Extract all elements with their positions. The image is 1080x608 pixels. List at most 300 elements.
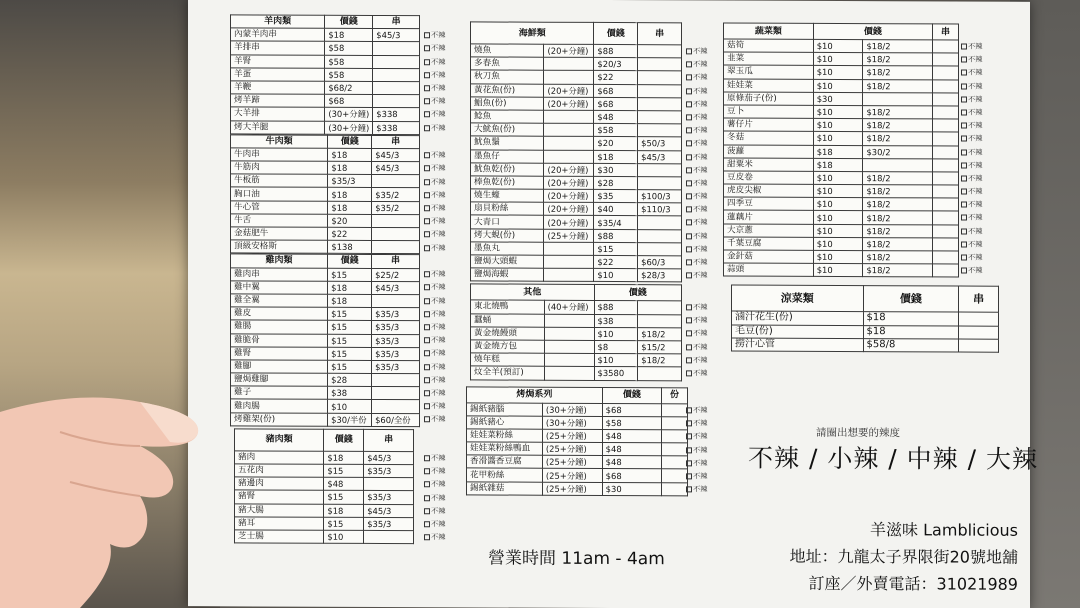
item-price: $10 xyxy=(594,354,638,367)
item-name: 菇筍 xyxy=(724,39,814,53)
menu-row xyxy=(724,224,959,238)
checkbox-square-icon xyxy=(686,74,692,80)
item-price: $30 xyxy=(813,92,863,105)
item-skewer-price: $60/3 xyxy=(638,256,682,269)
no-spicy-label: 不辣 xyxy=(431,70,446,80)
no-spicy-label: 不辣 xyxy=(431,269,446,279)
no-spicy-checkbox[interactable] xyxy=(686,97,707,110)
menu-row xyxy=(467,482,688,496)
checkbox-square-icon xyxy=(686,180,692,186)
no-spicy-checkbox[interactable] xyxy=(686,255,707,268)
item-name: 錫紙豬腦 xyxy=(467,402,543,416)
item-skewer-price xyxy=(372,400,420,413)
no-spicy-checkbox[interactable] xyxy=(686,482,707,495)
no-spicy-checkbox[interactable] xyxy=(961,119,982,132)
menu-row xyxy=(471,136,682,150)
checkbox-square-icon xyxy=(961,84,967,90)
menu-row xyxy=(231,200,420,214)
item-skewer-price xyxy=(372,227,420,240)
no-spicy-checkbox[interactable] xyxy=(424,504,445,517)
no-spicy-checkbox[interactable] xyxy=(686,353,707,366)
item-price: $10 xyxy=(813,171,863,184)
checkbox-square-icon xyxy=(686,304,692,310)
no-spicy-checkbox[interactable] xyxy=(424,188,445,201)
no-spicy-checkbox[interactable] xyxy=(686,163,707,176)
menu-row xyxy=(724,65,959,79)
no-spicy-checkbox[interactable] xyxy=(424,81,445,94)
item-cook-time xyxy=(544,150,594,163)
no-spicy-checkbox[interactable] xyxy=(424,360,445,373)
item-price: $10 xyxy=(813,211,863,224)
menu-row xyxy=(471,189,682,203)
no-spicy-checkbox[interactable] xyxy=(686,443,707,456)
menu-row xyxy=(471,110,682,124)
menu-row xyxy=(471,300,682,314)
checkbox-square-icon xyxy=(961,123,967,129)
item-cook-time: (25+分鐘) xyxy=(542,429,602,442)
menu-row xyxy=(724,79,959,93)
checkbox-square-icon xyxy=(424,377,430,383)
no-spicy-checkbox[interactable] xyxy=(424,530,445,543)
no-spicy-checkbox[interactable] xyxy=(424,41,445,54)
menu-row xyxy=(235,464,414,478)
item-price: $18 xyxy=(324,451,364,464)
item-name: 滷汁花生(份) xyxy=(732,311,864,325)
no-spicy-checkbox[interactable] xyxy=(686,242,707,255)
item-cook-time xyxy=(544,57,594,70)
no-spicy-checkbox[interactable] xyxy=(686,150,707,163)
no-spicy-checkbox[interactable] xyxy=(961,159,982,172)
item-skewer-blank xyxy=(933,211,959,224)
item-price: $22 xyxy=(594,255,638,268)
item-name: 雞皮 xyxy=(231,307,328,321)
item-name: 雞腎 xyxy=(231,347,328,361)
item-price: $20/3 xyxy=(594,58,638,71)
no-spicy-label: 不辣 xyxy=(693,46,708,56)
no-spicy-label: 不辣 xyxy=(431,506,446,516)
checkbox-square-icon xyxy=(961,229,967,235)
no-spicy-checkbox[interactable] xyxy=(686,215,707,228)
item-skewer-blank xyxy=(933,53,959,66)
item-portion xyxy=(662,430,688,443)
beef-skewer-head: 串 xyxy=(372,135,420,148)
item-skewer-blank xyxy=(933,225,959,238)
no-spicy-label: 不辣 xyxy=(431,348,446,358)
no-spicy-checkbox[interactable] xyxy=(961,66,982,79)
holding-hand xyxy=(0,372,205,608)
menu-row xyxy=(231,187,420,201)
no-spicy-checkbox[interactable] xyxy=(424,491,445,504)
item-skewer-price xyxy=(364,478,414,491)
no-spicy-checkbox[interactable] xyxy=(424,320,445,333)
item-name: 黃花魚(份) xyxy=(471,83,544,97)
menu-row xyxy=(724,92,959,106)
item-name: 墨魚仔 xyxy=(471,149,544,163)
no-spicy-checkbox[interactable] xyxy=(961,211,982,224)
menu-row xyxy=(231,41,420,55)
no-spicy-checkbox[interactable] xyxy=(961,198,982,211)
item-price: $68 xyxy=(602,403,661,416)
no-spicy-checkbox[interactable] xyxy=(686,136,707,149)
no-spicy-label: 不辣 xyxy=(968,120,983,130)
cold-dish-skewer-head: 串 xyxy=(959,286,999,312)
no-spicy-checkbox[interactable] xyxy=(424,333,445,346)
checkbox-square-icon xyxy=(424,231,430,237)
no-spicy-checkbox[interactable] xyxy=(961,80,982,93)
item-skewer-price xyxy=(638,45,682,58)
item-skewer-price xyxy=(638,314,682,327)
item-name: 錫紙豬心 xyxy=(467,416,543,430)
seafood-title: 海鮮類 xyxy=(471,22,594,45)
item-name: 雞中翼 xyxy=(231,281,328,295)
menu-row xyxy=(235,490,414,504)
no-spicy-label: 不辣 xyxy=(431,388,446,398)
others-title: 其他 xyxy=(471,284,595,301)
item-skewer-price: $35/3 xyxy=(364,517,414,530)
item-price: $48 xyxy=(594,110,638,123)
checkbox-square-icon xyxy=(686,48,692,54)
no-spicy-label: 不辣 xyxy=(968,81,983,91)
no-spicy-checkbox[interactable] xyxy=(424,161,445,174)
no-spicy-checkbox[interactable] xyxy=(424,412,445,425)
item-name: 五花肉 xyxy=(235,464,324,478)
pork-price-head: 價錢 xyxy=(324,429,364,451)
item-skewer-blank xyxy=(933,159,959,172)
checkbox-square-icon xyxy=(424,337,430,343)
item-skewer-price: $18/2 xyxy=(863,251,933,264)
item-price: (30+分鐘) xyxy=(325,108,373,121)
menu-row xyxy=(467,429,688,443)
menu-row xyxy=(471,202,682,216)
cold-dish-header-row xyxy=(732,285,999,312)
item-name: 鹽焗大頭蝦 xyxy=(471,255,544,269)
no-spicy-checkbox[interactable] xyxy=(686,268,707,281)
no-spicy-label: 不辣 xyxy=(693,368,708,378)
checkbox-square-icon xyxy=(424,72,430,78)
item-skewer-price: $28/3 xyxy=(638,269,682,282)
no-spicy-checkbox[interactable] xyxy=(686,456,707,469)
shop-info xyxy=(768,516,1018,598)
item-name: 扇貝粉絲 xyxy=(471,202,544,216)
no-spicy-checkbox[interactable] xyxy=(686,70,707,83)
item-price: $10 xyxy=(594,269,638,282)
no-spicy-checkbox[interactable] xyxy=(961,238,982,251)
item-name: 棒魚乾(份) xyxy=(471,176,544,190)
no-spicy-checkbox[interactable] xyxy=(424,517,445,530)
no-spicy-checkbox[interactable] xyxy=(424,28,445,41)
item-skewer-price: $338 xyxy=(373,108,420,121)
no-spicy-checkbox[interactable] xyxy=(424,477,445,490)
no-spicy-label: 不辣 xyxy=(968,133,983,143)
checkbox-square-icon xyxy=(686,206,692,212)
no-spicy-checkbox[interactable] xyxy=(424,55,445,68)
no-spicy-checkbox[interactable] xyxy=(424,280,445,293)
no-spicy-checkbox[interactable] xyxy=(686,189,707,202)
no-spicy-checkbox[interactable] xyxy=(686,340,707,353)
no-spicy-label: 不辣 xyxy=(693,244,708,254)
no-spicy-label: 不辣 xyxy=(693,355,708,365)
item-skewer-blank xyxy=(933,119,959,132)
no-spicy-checkbox[interactable] xyxy=(961,146,982,159)
item-price: $15 xyxy=(328,268,372,281)
checkbox-square-icon xyxy=(686,370,692,376)
item-name: 大羊排 xyxy=(231,107,325,121)
menu-row xyxy=(231,28,420,42)
item-skewer-price: $60/全份 xyxy=(372,413,420,426)
no-spicy-checkbox[interactable] xyxy=(961,225,982,238)
item-skewer-price: $18/2 xyxy=(638,354,682,367)
item-skewer-price xyxy=(638,216,682,229)
item-skewer-blank xyxy=(933,132,959,145)
seafood-header-row xyxy=(471,22,682,45)
item-skewer-price: $18/2 xyxy=(863,106,933,119)
no-spicy-checkbox[interactable] xyxy=(686,469,707,482)
item-skewer-price: $50/3 xyxy=(638,137,682,150)
item-price: $10 xyxy=(324,530,364,543)
item-skewer-price: $18/2 xyxy=(863,79,933,92)
item-name: 娃娃菜粉絲 xyxy=(467,429,543,443)
item-name: 雞腳 xyxy=(231,360,328,374)
no-spicy-checkbox[interactable] xyxy=(424,464,445,477)
item-portion xyxy=(662,456,688,469)
lamb-title: 羊肉類 xyxy=(231,15,325,29)
item-price: $28 xyxy=(328,373,372,386)
menu-row xyxy=(231,68,420,82)
checkbox-square-icon xyxy=(424,455,430,461)
no-spicy-checkbox[interactable] xyxy=(686,123,707,136)
item-name: 金菇肥牛 xyxy=(231,227,328,241)
item-price: $18 xyxy=(328,281,372,294)
cold-dish-price-head: 價錢 xyxy=(863,286,959,312)
item-price: $15 xyxy=(328,334,372,347)
checkbox-square-icon xyxy=(424,125,430,131)
item-name: 烤羊蹄 xyxy=(231,94,325,108)
item-name: 花甲粉絲 xyxy=(467,468,543,482)
item-name: 娃娃菜粉絲鴨血 xyxy=(467,442,543,456)
item-price: $10 xyxy=(813,119,863,132)
no-spicy-checkbox[interactable] xyxy=(686,57,707,70)
item-price: $58 xyxy=(325,42,373,55)
item-price: $30 xyxy=(602,482,661,495)
item-name: 牛心管 xyxy=(231,200,328,214)
item-skewer-price xyxy=(372,214,420,227)
item-name: 羊腎 xyxy=(231,54,325,68)
no-spicy-checkbox[interactable] xyxy=(424,241,445,254)
pork-title: 豬肉類 xyxy=(235,429,324,451)
no-spicy-checkbox[interactable] xyxy=(424,267,445,280)
no-spicy-label: 不辣 xyxy=(968,94,983,104)
no-spicy-checkbox[interactable] xyxy=(424,294,445,307)
no-spicy-label: 不辣 xyxy=(431,190,446,200)
no-spicy-checkbox[interactable] xyxy=(686,202,707,215)
no-spicy-checkbox[interactable] xyxy=(686,416,707,429)
no-spicy-checkbox[interactable] xyxy=(686,44,707,57)
no-spicy-checkbox[interactable] xyxy=(686,313,707,326)
no-spicy-label: 不辣 xyxy=(693,152,708,162)
item-name: 鯧魚(份) xyxy=(471,97,544,111)
checkbox-square-icon xyxy=(424,179,430,185)
menu-row xyxy=(231,161,420,175)
no-spicy-checkbox[interactable] xyxy=(686,229,707,242)
item-price: $10 xyxy=(813,66,863,79)
item-skewer-blank xyxy=(933,264,959,277)
chicken-header-row xyxy=(231,254,420,268)
item-skewer-blank xyxy=(933,145,959,158)
no-spicy-checkbox[interactable] xyxy=(424,148,445,161)
menu-row xyxy=(231,120,420,134)
item-price: $15 xyxy=(324,491,364,504)
no-spicy-checkbox[interactable] xyxy=(686,366,707,379)
no-spicy-checkbox[interactable] xyxy=(424,307,445,320)
item-price: $28 xyxy=(594,176,638,189)
no-spicy-label: 不辣 xyxy=(431,335,446,345)
item-skewer-price: $35/2 xyxy=(372,188,420,201)
no-spicy-checkbox[interactable] xyxy=(424,399,445,412)
no-spicy-checkbox[interactable] xyxy=(961,53,982,66)
item-cook-time: (30+分鐘) xyxy=(542,403,602,416)
no-spicy-checkbox[interactable] xyxy=(961,132,982,145)
item-price: $20 xyxy=(594,137,638,150)
no-spicy-checkbox[interactable] xyxy=(961,106,982,119)
no-spicy-checkbox[interactable] xyxy=(424,386,445,399)
no-spicy-label: 不辣 xyxy=(693,270,708,280)
no-spicy-checkbox[interactable] xyxy=(424,227,445,240)
no-spicy-label: 不辣 xyxy=(968,173,983,183)
no-spicy-label: 不辣 xyxy=(693,99,708,109)
item-cook-time xyxy=(544,340,594,353)
no-spicy-checkbox[interactable] xyxy=(424,121,445,134)
item-name: 錫紙雜菇 xyxy=(467,482,543,496)
no-spicy-checkbox[interactable] xyxy=(424,201,445,214)
item-skewer-price xyxy=(638,97,682,110)
checkbox-square-icon xyxy=(961,136,967,142)
item-price: $68 xyxy=(325,94,373,107)
no-spicy-checkbox[interactable] xyxy=(424,373,445,386)
no-spicy-checkbox[interactable] xyxy=(961,93,982,106)
checkbox-square-icon xyxy=(424,534,430,540)
no-spicy-label: 不辣 xyxy=(431,401,446,411)
menu-row xyxy=(724,144,959,158)
beef-header-row xyxy=(231,135,420,149)
item-name: 墨魚丸 xyxy=(471,242,544,256)
no-spicy-checkbox[interactable] xyxy=(961,40,982,53)
item-cook-time: (20+分鐘) xyxy=(544,163,594,176)
shop-name: 羊滋味 Lamblicious xyxy=(870,520,1018,540)
item-name: 魷魚鬚 xyxy=(471,136,544,150)
no-spicy-checkbox[interactable] xyxy=(424,346,445,359)
item-skewer-blank xyxy=(933,79,959,92)
menu-row xyxy=(231,214,420,228)
item-price: $10 xyxy=(813,198,863,211)
menu-row xyxy=(467,455,688,469)
item-price: $10 xyxy=(813,132,863,145)
seafood-price-head: 價錢 xyxy=(594,22,638,44)
grill-header-row xyxy=(467,386,688,403)
no-spicy-checkbox[interactable] xyxy=(686,326,707,339)
no-spicy-checkbox[interactable] xyxy=(961,264,982,277)
item-price: $10 xyxy=(813,53,863,66)
checkbox-square-icon xyxy=(686,447,692,453)
item-price: $10 xyxy=(813,79,863,92)
spice-level-options[interactable]: 不辣 / 小辣 / 中辣 / 大辣 xyxy=(748,443,1038,474)
menu-row xyxy=(231,373,420,387)
item-skewer-blank xyxy=(933,185,959,198)
item-skewer-price xyxy=(638,84,682,97)
menu-row xyxy=(231,307,420,321)
item-name: 烤大羊腿 xyxy=(231,120,325,134)
no-spicy-checkbox[interactable] xyxy=(686,403,707,416)
menu-row xyxy=(724,131,959,145)
item-price: (30+分鐘) xyxy=(325,121,373,134)
lamb-header-row xyxy=(231,15,420,29)
item-price: $15 xyxy=(328,360,372,373)
business-hours: 營業時間 11am - 4am xyxy=(488,548,665,570)
item-price: $68 xyxy=(594,97,638,110)
no-spicy-checkbox[interactable] xyxy=(424,451,445,464)
menu-row xyxy=(471,242,682,256)
no-spicy-label: 不辣 xyxy=(693,191,708,201)
checkbox-square-icon xyxy=(424,59,430,65)
no-spicy-checkbox[interactable] xyxy=(424,107,445,120)
checkbox-square-icon xyxy=(686,88,692,94)
no-spicy-checkbox[interactable] xyxy=(961,251,982,264)
item-skewer-price: $18/2 xyxy=(863,40,933,53)
no-spicy-label: 不辣 xyxy=(968,252,983,262)
beef-title: 牛肉類 xyxy=(231,135,328,149)
checkbox-square-icon xyxy=(424,364,430,370)
item-skewer-price xyxy=(638,367,682,380)
item-skewer-price xyxy=(373,42,420,55)
item-skewer-price: $45/3 xyxy=(364,504,414,517)
no-spicy-checkbox[interactable] xyxy=(424,68,445,81)
item-skewer-price xyxy=(863,158,933,171)
menu-row xyxy=(467,416,688,430)
no-spicy-checkbox[interactable] xyxy=(424,214,445,227)
item-price: $15 xyxy=(324,464,364,477)
checkbox-square-icon xyxy=(424,111,430,117)
no-spicy-label: 不辣 xyxy=(431,479,446,489)
no-spicy-label: 不辣 xyxy=(693,125,708,135)
item-cook-time: (25+分鐘) xyxy=(542,482,602,495)
item-skewer-price: $30/2 xyxy=(863,145,933,158)
item-price: $48 xyxy=(602,443,661,456)
no-spicy-label: 不辣 xyxy=(431,519,446,529)
no-spicy-checkbox[interactable] xyxy=(686,110,707,123)
no-spicy-checkbox[interactable] xyxy=(961,185,982,198)
no-spicy-checkbox[interactable] xyxy=(424,94,445,107)
no-spicy-checkbox[interactable] xyxy=(686,84,707,97)
no-spicy-label: 不辣 xyxy=(431,109,446,119)
checkbox-square-icon xyxy=(686,272,692,278)
item-cook-time xyxy=(544,255,594,268)
no-spicy-checkbox[interactable] xyxy=(686,300,707,313)
item-skewer-price xyxy=(372,175,420,188)
no-spicy-checkbox[interactable] xyxy=(686,176,707,189)
menu-row xyxy=(724,118,959,132)
no-spicy-checkbox[interactable] xyxy=(686,429,707,442)
item-skewer-price: $45/3 xyxy=(373,29,420,42)
item-price: $58 xyxy=(325,55,373,68)
item-skewer-blank xyxy=(933,106,959,119)
menu-row xyxy=(231,360,420,374)
menu-row xyxy=(231,81,420,95)
item-price: $48 xyxy=(324,477,364,490)
no-spicy-checkbox[interactable] xyxy=(424,175,445,188)
no-spicy-label: 不辣 xyxy=(431,362,446,372)
menu-row xyxy=(467,442,688,456)
checkbox-square-icon xyxy=(424,218,430,224)
no-spicy-checkbox[interactable] xyxy=(961,172,982,185)
